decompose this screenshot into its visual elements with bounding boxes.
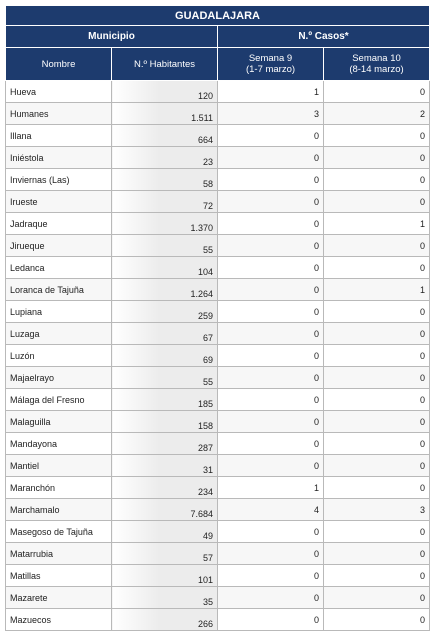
semana10-cell: 1 [324, 279, 430, 301]
table-row [6, 301, 430, 323]
cases-table-container [5, 5, 429, 631]
habitantes-header: N.º Habitantes [112, 48, 218, 81]
semana9-label: Semana 9 [248, 53, 293, 64]
semana9-cell: 0 [218, 301, 324, 323]
habitantes-cell: 185 [112, 389, 218, 411]
semana10-cell: 1 [324, 213, 430, 235]
habitantes-cell: 67 [112, 323, 218, 345]
nombre-cell: Mazuecos [6, 609, 112, 631]
habitantes-cell: 101 [112, 565, 218, 587]
municipio-header: Municipio [6, 26, 218, 48]
habitantes-cell: 1.511 [112, 103, 218, 125]
semana9-cell: 0 [218, 125, 324, 147]
semana10-cell: 0 [324, 345, 430, 367]
habitantes-cell: 1.264 [112, 279, 218, 301]
habitantes-cell: 57 [112, 543, 218, 565]
habitantes-cell: 104 [112, 257, 218, 279]
nombre-cell: Iniéstola [6, 147, 112, 169]
semana10-cell: 0 [324, 323, 430, 345]
nombre-cell: Matarrubia [6, 543, 112, 565]
semana10-label: Semana 10 [352, 53, 401, 64]
nombre-cell: Jadraque [6, 213, 112, 235]
table-row [6, 455, 430, 477]
casos-header: N.º Casos* [218, 26, 430, 48]
table-row [6, 345, 430, 367]
semana9-cell: 0 [218, 147, 324, 169]
semana9-cell: 0 [218, 345, 324, 367]
table-row [6, 389, 430, 411]
table-row [6, 235, 430, 257]
table-row [6, 103, 430, 125]
semana9-range: (1-7 marzo) [245, 64, 296, 75]
table-row [6, 543, 430, 565]
table-row [6, 169, 430, 191]
semana9-cell: 0 [218, 367, 324, 389]
habitantes-cell: 55 [112, 235, 218, 257]
semana10-range: (8-14 marzo) [349, 64, 404, 75]
semana9-cell: 0 [218, 323, 324, 345]
nombre-cell: Loranca de Tajuña [6, 279, 112, 301]
semana9-cell: 0 [218, 191, 324, 213]
semana9-cell: 0 [218, 521, 324, 543]
semana10-cell: 0 [324, 433, 430, 455]
semana10-cell: 0 [324, 455, 430, 477]
nombre-cell: Inviernas (Las) [6, 169, 112, 191]
table-row [6, 81, 430, 103]
table-row [6, 521, 430, 543]
semana9-cell: 3 [218, 103, 324, 125]
habitantes-cell: 72 [112, 191, 218, 213]
semana10-cell: 0 [324, 477, 430, 499]
nombre-cell: Maranchón [6, 477, 112, 499]
semana9-cell: 0 [218, 609, 324, 631]
table-body [6, 81, 430, 631]
habitantes-cell: 23 [112, 147, 218, 169]
semana9-cell: 0 [218, 565, 324, 587]
table-row [6, 191, 430, 213]
nombre-cell: Málaga del Fresno [6, 389, 112, 411]
semana9-cell: 0 [218, 235, 324, 257]
nombre-cell: Marchamalo [6, 499, 112, 521]
habitantes-cell: 31 [112, 455, 218, 477]
nombre-cell: Mandayona [6, 433, 112, 455]
nombre-cell: Luzaga [6, 323, 112, 345]
habitantes-cell: 158 [112, 411, 218, 433]
semana10-cell: 0 [324, 147, 430, 169]
table-row [6, 565, 430, 587]
habitantes-cell: 259 [112, 301, 218, 323]
table-row [6, 257, 430, 279]
table-row [6, 499, 430, 521]
table-row [6, 279, 430, 301]
habitantes-cell: 1.370 [112, 213, 218, 235]
table-title: GUADALAJARA [6, 6, 430, 26]
habitantes-cell: 7.684 [112, 499, 218, 521]
semana9-header [218, 48, 324, 81]
semana9-cell: 0 [218, 279, 324, 301]
semana9-cell: 0 [218, 587, 324, 609]
table-row [6, 125, 430, 147]
semana9-cell: 0 [218, 455, 324, 477]
nombre-cell: Irueste [6, 191, 112, 213]
semana10-cell: 0 [324, 411, 430, 433]
nombre-cell: Lupiana [6, 301, 112, 323]
semana10-cell: 0 [324, 235, 430, 257]
semana10-cell: 2 [324, 103, 430, 125]
semana9-cell: 0 [218, 411, 324, 433]
semana10-cell: 0 [324, 565, 430, 587]
semana10-cell: 0 [324, 257, 430, 279]
nombre-cell: Masegoso de Tajuña [6, 521, 112, 543]
semana9-cell: 0 [218, 257, 324, 279]
habitantes-cell: 287 [112, 433, 218, 455]
habitantes-cell: 266 [112, 609, 218, 631]
table-row [6, 147, 430, 169]
nombre-cell: Mazarete [6, 587, 112, 609]
semana10-cell: 0 [324, 521, 430, 543]
semana10-cell: 0 [324, 609, 430, 631]
habitantes-cell: 69 [112, 345, 218, 367]
semana9-cell: 0 [218, 543, 324, 565]
semana10-cell: 3 [324, 499, 430, 521]
cases-table [5, 5, 430, 631]
table-row [6, 323, 430, 345]
semana9-cell: 0 [218, 433, 324, 455]
nombre-cell: Malaguilla [6, 411, 112, 433]
semana9-cell: 1 [218, 477, 324, 499]
semana10-cell: 0 [324, 125, 430, 147]
nombre-cell: Hueva [6, 81, 112, 103]
semana9-cell: 1 [218, 81, 324, 103]
semana10-cell: 0 [324, 81, 430, 103]
semana10-cell: 0 [324, 587, 430, 609]
nombre-cell: Ledanca [6, 257, 112, 279]
table-row [6, 477, 430, 499]
table-row [6, 367, 430, 389]
semana9-cell: 0 [218, 169, 324, 191]
habitantes-cell: 664 [112, 125, 218, 147]
table-row [6, 433, 430, 455]
table-row [6, 213, 430, 235]
habitantes-cell: 55 [112, 367, 218, 389]
habitantes-cell: 234 [112, 477, 218, 499]
nombre-cell: Mantiel [6, 455, 112, 477]
habitantes-cell: 58 [112, 169, 218, 191]
nombre-header: Nombre [6, 48, 112, 81]
habitantes-cell: 49 [112, 521, 218, 543]
habitantes-cell: 35 [112, 587, 218, 609]
semana10-cell: 0 [324, 389, 430, 411]
table-row [6, 609, 430, 631]
semana10-cell: 0 [324, 301, 430, 323]
semana10-cell: 0 [324, 191, 430, 213]
nombre-cell: Illana [6, 125, 112, 147]
nombre-cell: Humanes [6, 103, 112, 125]
habitantes-cell: 120 [112, 81, 218, 103]
semana10-header [324, 48, 430, 81]
table-row [6, 587, 430, 609]
semana10-cell: 0 [324, 367, 430, 389]
semana9-cell: 0 [218, 213, 324, 235]
semana10-cell: 0 [324, 543, 430, 565]
table-row [6, 411, 430, 433]
semana9-cell: 4 [218, 499, 324, 521]
nombre-cell: Majaelrayo [6, 367, 112, 389]
semana10-cell: 0 [324, 169, 430, 191]
nombre-cell: Luzón [6, 345, 112, 367]
semana9-cell: 0 [218, 389, 324, 411]
nombre-cell: Matillas [6, 565, 112, 587]
nombre-cell: Jirueque [6, 235, 112, 257]
